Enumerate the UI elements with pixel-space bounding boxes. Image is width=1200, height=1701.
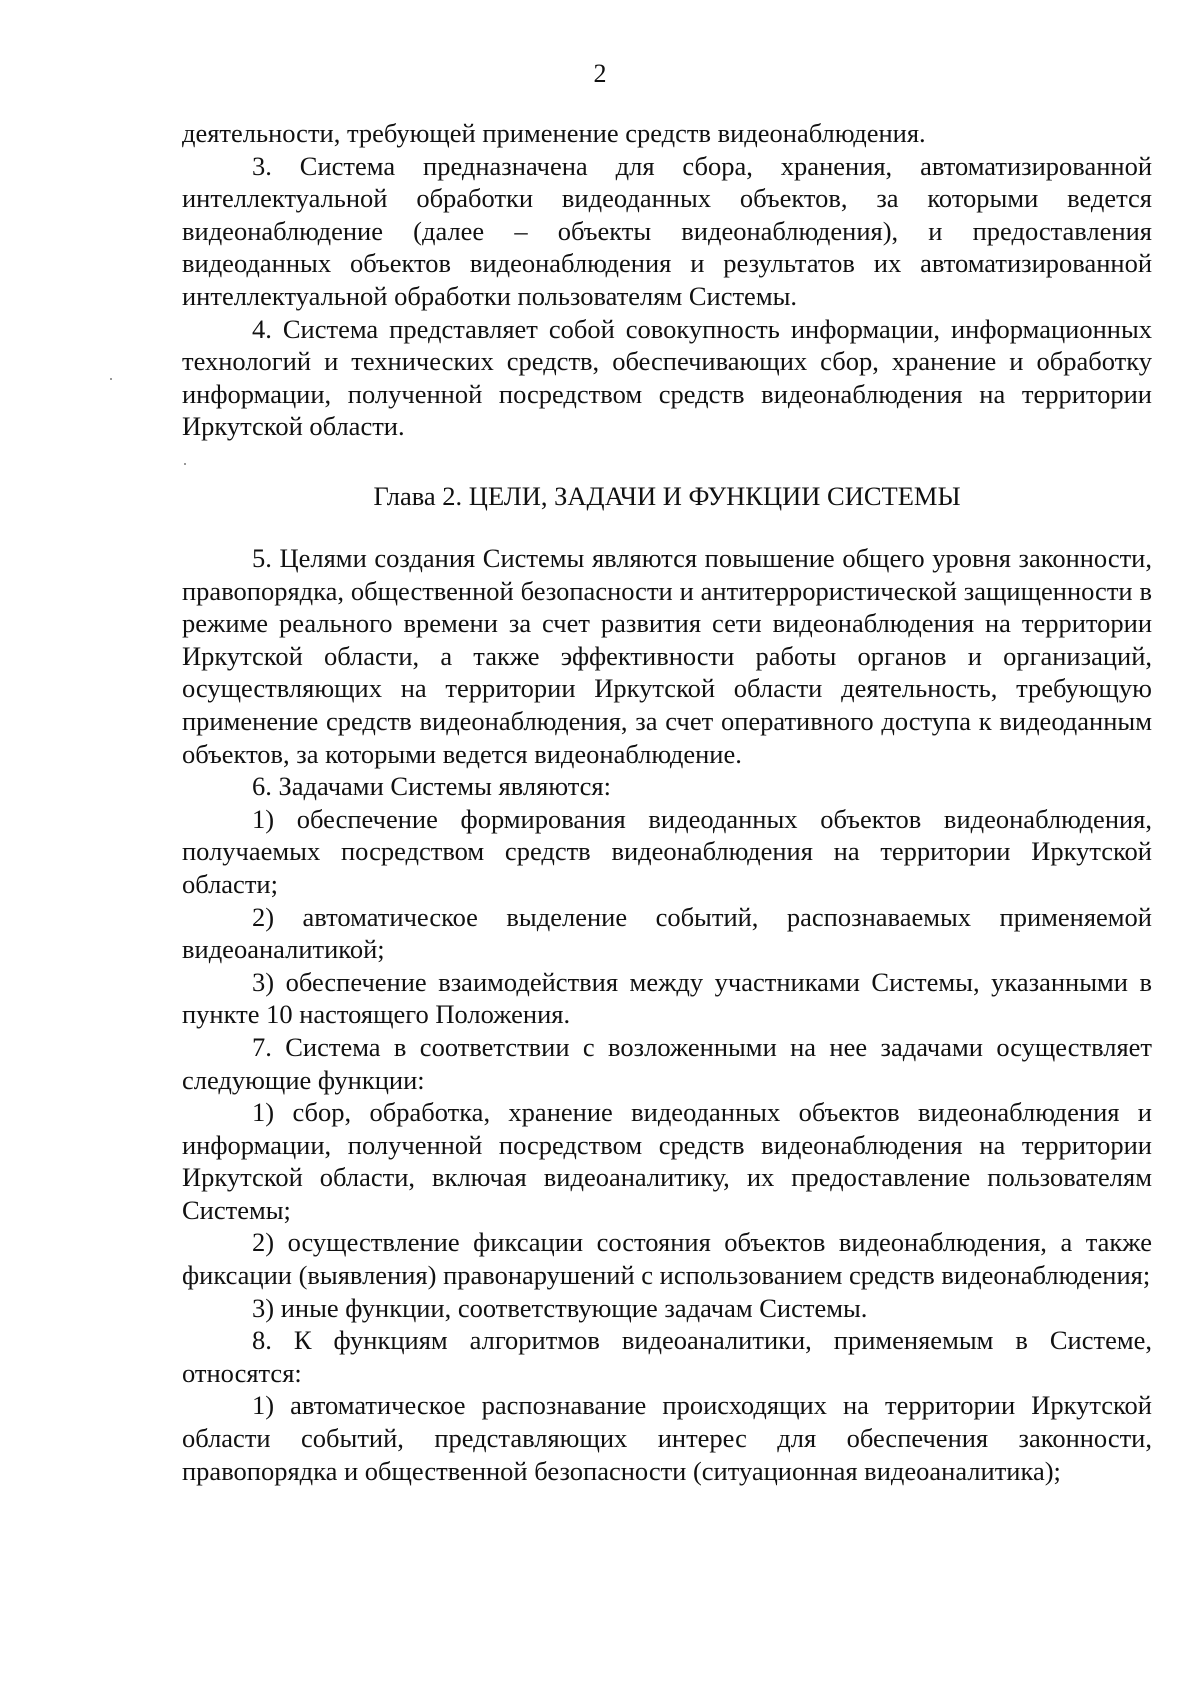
scan-speck — [110, 378, 112, 380]
paragraph-6: 6. Задачами Системы являются: — [252, 771, 611, 802]
paragraph-4: 4. Система представляет собой совокупность информации, информационных технологий и технических средств, обеспечивающих сбор, хранение и обработку информации, полученной посредством средств видеонаблюдения на территории Иркутской области. — [182, 313, 1152, 442]
paragraph-8: 8. К функциям алгоритмов видеоаналитики, применяемым в Системе, относятся: — [182, 1325, 1152, 1388]
page-number: 2 — [593, 59, 607, 88]
paragraph-continuation: деятельности, требующей применение средств видеонаблюдения. — [182, 118, 926, 148]
scan-speck — [184, 463, 186, 465]
top-text-block — [182, 117, 1152, 443]
chapter-heading: Глава 2. ЦЕЛИ, ЗАДАЧИ И ФУНКЦИИ СИСТЕМЫ — [373, 481, 961, 511]
paragraph-7-item-1: 1) сбор, обработка, хранение видеоданных объектов видеонаблюдения и информации, полученной посредством средств видеонаблюдения на территории Иркутской области, включая видеоаналитику, их предоставление пользователям Системы; — [182, 1097, 1152, 1225]
paragraph-3: 3. Система предназначена для сбора, хранения, автоматизированной интеллектуальной обработки видеоданных объектов, за которыми ведется видеонаблюдение (далее – объекты видеонаблюдения), и предоставления видеоданных объектов видеонаблюдения и результатов их автоматизированной интеллектуальной обработки пользователям Системы. — [182, 150, 1152, 311]
paragraph-6-item-2: 2) автоматическое выделение событий, распознаваемых применяемой видеоаналитикой; — [182, 901, 1152, 965]
paragraph-7-item-2: 2) осуществление фиксации состояния объектов видеонаблюдения, а также фиксации (выявления) правонарушений с использованием средств видеонаблюдения; — [182, 1227, 1152, 1291]
paragraph-5: 5. Целями создания Системы являются повышение общего уровня законности, правопорядка, общественной безопасности и антитеррористической защищенности в режиме реального времени за счет развития сети видеонаблюдения на территории Иркутской области, а также эффективности работы органов и организаций, осуществляющих на территории Иркутской области деятельность, требующую применение средств видеонаблюдения, за счет оперативного доступа к видеоданным объектов, за которыми ведется видеонаблюдение. — [182, 543, 1152, 769]
paragraph-6-item-1: 1) обеспечение формирования видеоданных объектов видеонаблюдения, получаемых посредством средств видеонаблюдения на территории Иркутской области; — [182, 803, 1152, 899]
paragraph-8-item-1: 1) автоматическое распознавание происходящих на территории Иркутской области событий, представляющих интерес для обеспечения законности, правопорядка и общественной безопасности (ситуационная видеоаналитика); — [182, 1390, 1152, 1486]
paragraph-7-item-3: 3) иные функции, соответствующие задачам Системы. — [252, 1292, 868, 1323]
chapter-body — [182, 542, 1152, 1487]
paragraph-7: 7. Система в соответствии с возложенными на нее задачами осуществляет следующие функции: — [182, 1031, 1152, 1095]
paragraph-6-item-3: 3) обеспечение взаимодействия между участниками Системы, указанными в пункте 10 настоящего Положения. — [182, 966, 1152, 1030]
